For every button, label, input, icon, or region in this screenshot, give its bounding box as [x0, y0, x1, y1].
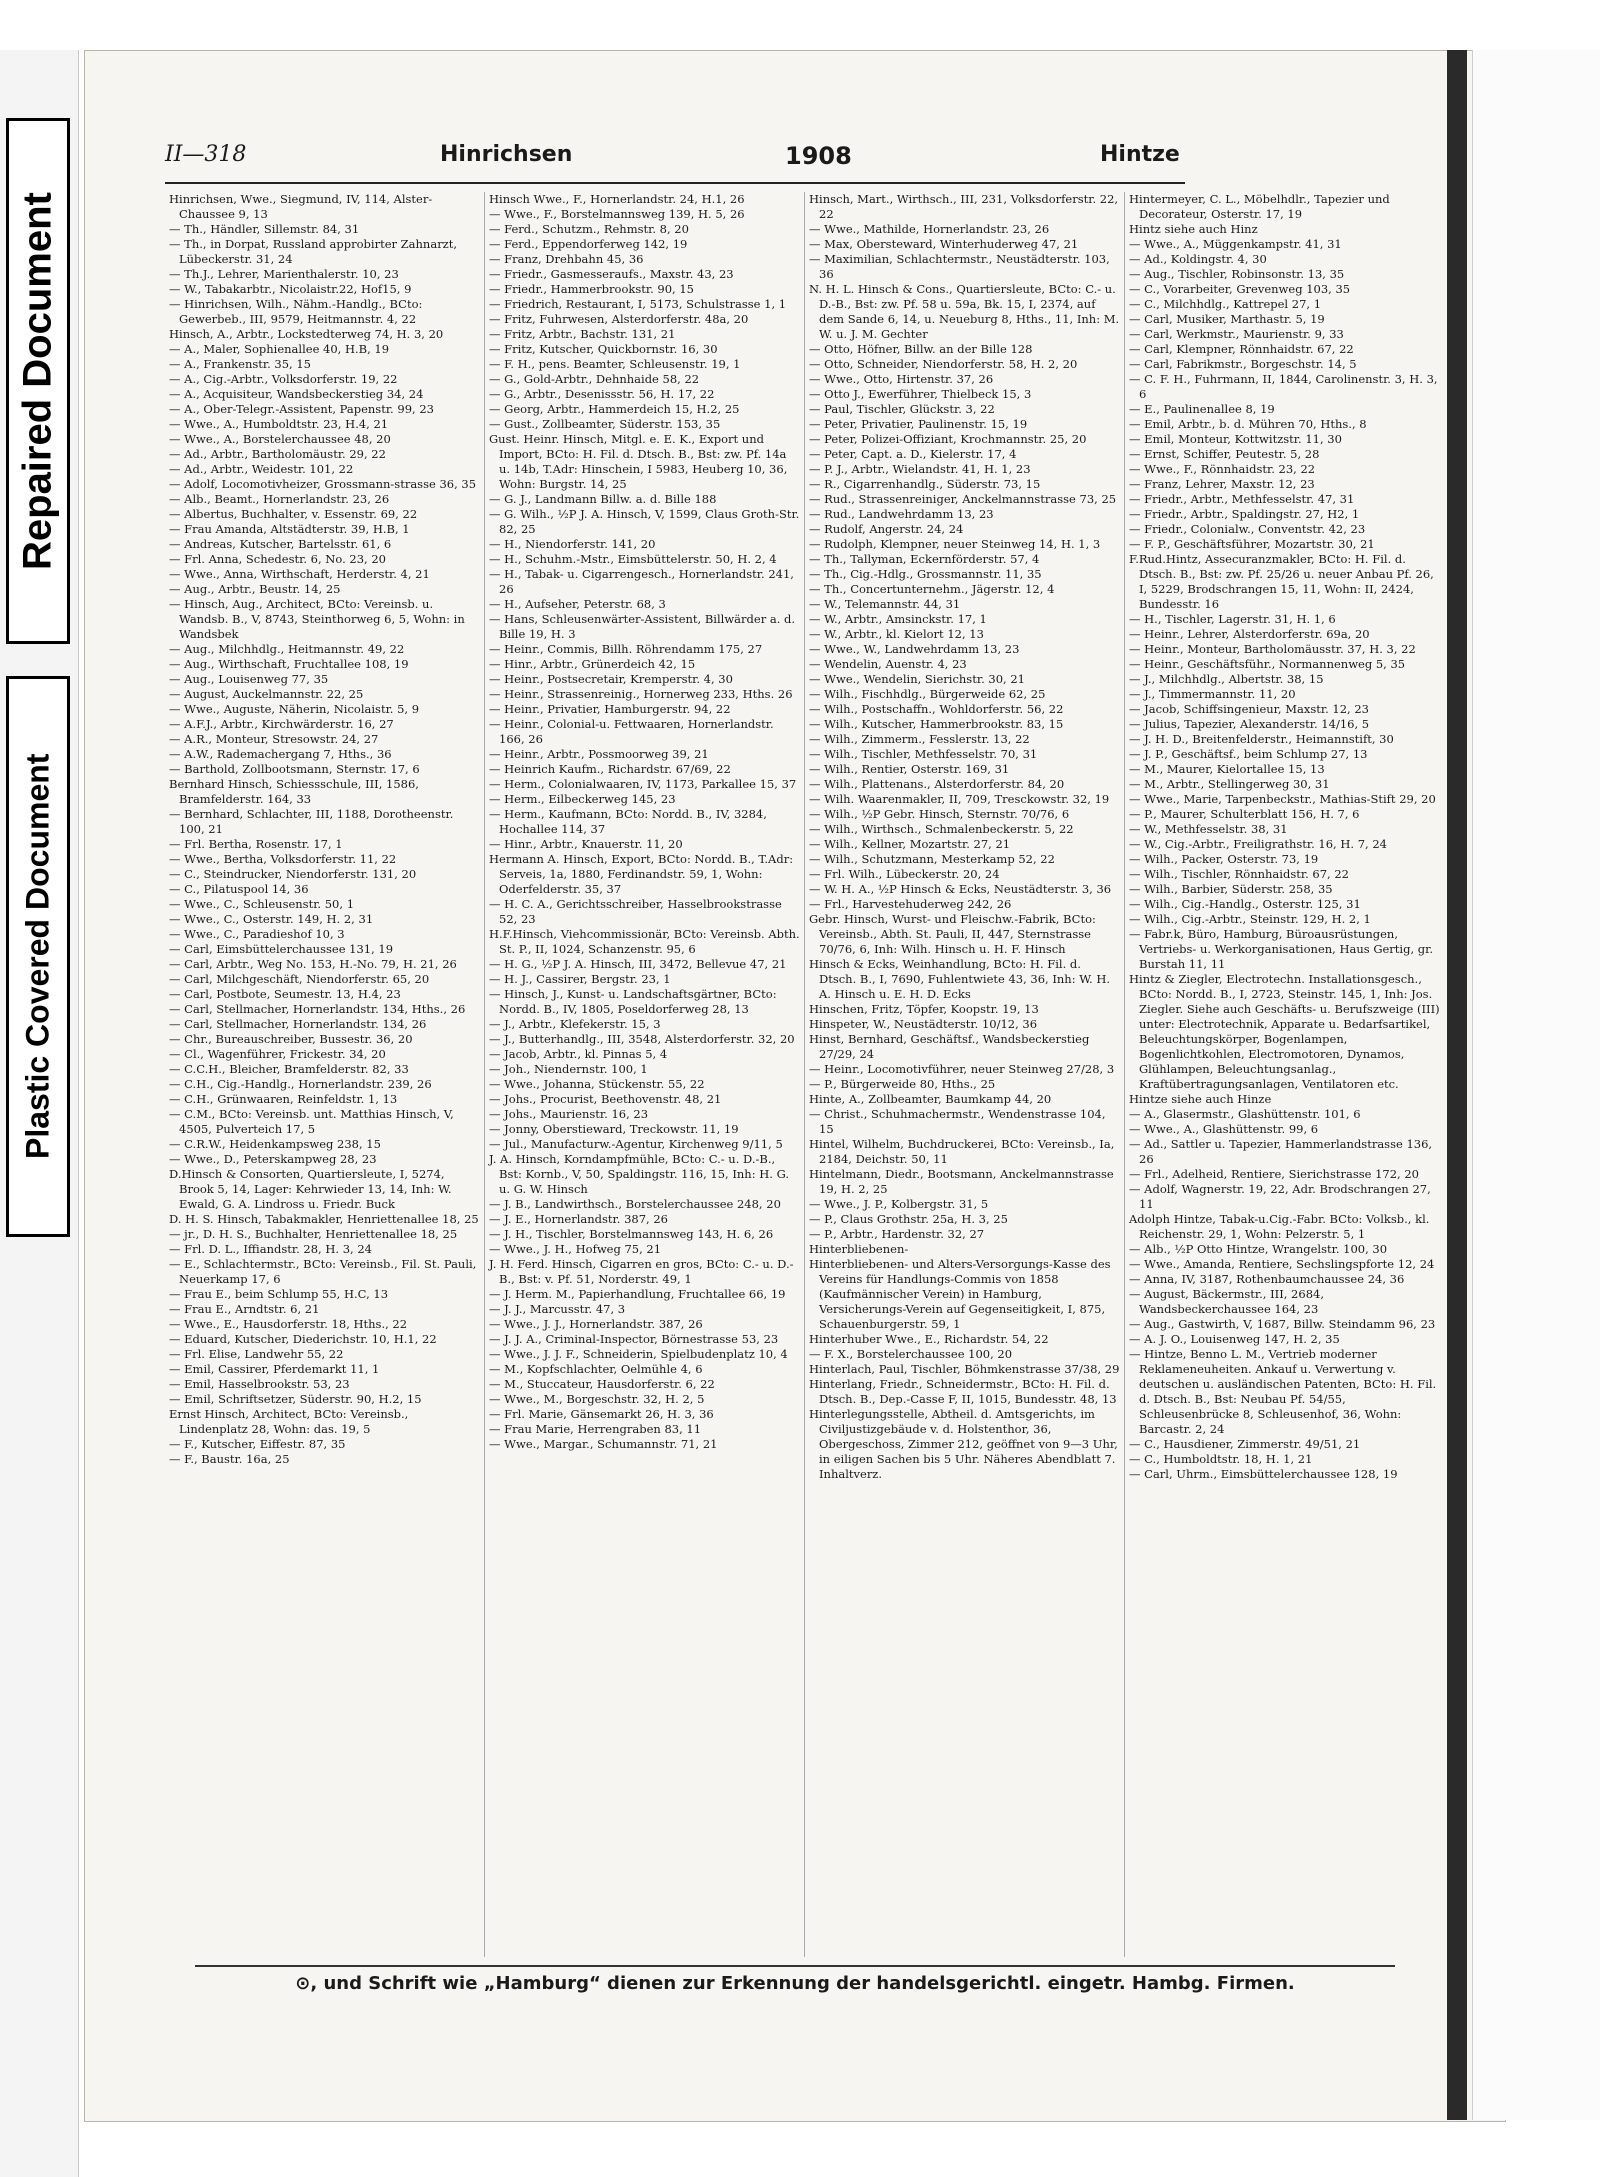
directory-entry: — Wwe., F., Rönnhaidstr. 23, 22 — [1129, 462, 1316, 476]
directory-entry: — Paul, Tischler, Glückstr. 3, 22 — [809, 402, 995, 416]
directory-entry: — Ad., Arbtr., Weidestr. 101, 22 — [169, 462, 354, 476]
directory-entry: — Wwe., A., Humboldtstr. 23, H.4, 21 — [169, 417, 389, 431]
directory-entry: — Frl. Marie, Gänsemarkt 26, H. 3, 36 — [489, 1407, 714, 1421]
directory-entry: — Frl., Adelheid, Rentiere, Sierichstrasse 172, 20 — [1129, 1167, 1419, 1181]
directory-entry: — Wilh., Barbier, Süderstr. 258, 35 — [1129, 882, 1333, 896]
repaired-document-label: Repaired Document — [6, 118, 70, 644]
directory-entry: — F., Baustr. 16a, 25 — [169, 1452, 290, 1466]
directory-entry: — Wwe., Amanda, Rentiere, Sechslingspforte 12, 24 — [1129, 1257, 1435, 1271]
directory-entry: F.Rud.Hintz, Assecuranzmakler, BCto: H. Fil. d. Dtsch. B., Bst: zw. Pf. 25/26 u. neuer Anbau Pf. 26, I, 5229, Brodschrangen 15, 11, Wohn: II, 2424, Bundesstr. 16 — [1129, 552, 1434, 611]
directory-entry: D.Hinsch & Consorten, Quartiersleute, I, 5274, Brook 5, 14, Lager: Kehrwieder 13, 14, Inh: W. Ewald, G. A. Lindross u. Friedr. Buck — [169, 1167, 452, 1211]
directory-entry: — Fritz, Kutscher, Quickbornstr. 16, 30 — [489, 342, 718, 356]
directory-entry: — W., Methfesselstr. 38, 31 — [1129, 822, 1288, 836]
directory-entry: — Th., Cig.-Hdlg., Grossmannstr. 11, 35 — [809, 567, 1042, 581]
directory-entry: Hintelmann, Diedr., Bootsmann, Anckelmannstrasse 19, H. 2, 25 — [809, 1167, 1114, 1196]
directory-entry: — Wwe., J. H., Hofweg 75, 21 — [489, 1242, 662, 1256]
directory-entry: — Hans, Schleusenwärter-Assistent, Billwärder a. d. Bille 19, H. 3 — [489, 612, 796, 641]
directory-entry: — Heinr., Colonial-u. Fettwaaren, Hornerlandstr. 166, 26 — [489, 717, 774, 746]
directory-entry: — Alb., ½P Otto Hintze, Wrangelstr. 100, 30 — [1129, 1242, 1388, 1256]
directory-entry: — F. H., pens. Beamter, Schleusenstr. 19, 1 — [489, 357, 741, 371]
directory-entry: — Emil, Cassirer, Pferdemarkt 11, 1 — [169, 1362, 380, 1376]
directory-entry: J. H. Ferd. Hinsch, Cigarren en gros, BCto: C.- u. D.-B., Bst: v. Pf. 51, Norderstr. 49, 1 — [489, 1257, 794, 1286]
directory-entry: — Franz, Drehbahn 45, 36 — [489, 252, 644, 266]
directory-entry: — jr., D. H. S., Buchhalter, Henriettenallee 18, 25 — [169, 1227, 458, 1241]
directory-entry: — Herm., Colonialwaaren, IV, 1173, Parkallee 15, 37 — [489, 777, 797, 791]
directory-entry: — Wwe., D., Peterskampweg 28, 23 — [169, 1152, 377, 1166]
directory-entry: — C.C.H., Bleicher, Bramfelderstr. 82, 33 — [169, 1062, 409, 1076]
directory-entry: — Heinr., Monteur, Bartholomäusstr. 37, H. 3, 22 — [1129, 642, 1416, 656]
directory-entry: — Christ., Schuhmachermstr., Wendenstrasse 104, 15 — [809, 1107, 1106, 1136]
directory-entry: — Barthold, Zollbootsmann, Sternstr. 17, 6 — [169, 762, 420, 776]
directory-entry: — G., Gold-Arbtr., Dehnhaide 58, 22 — [489, 372, 700, 386]
directory-entry: — Hinsch, J., Kunst- u. Landschaftsgärtner, BCto: Nordd. B., IV, 1805, Poseldorferweg 28, 13 — [489, 987, 777, 1016]
directory-entry: — M., Stuccateur, Hausdorferstr. 6, 22 — [489, 1377, 715, 1391]
directory-entry: — C.M., BCto: Vereinsb. unt. Matthias Hinsch, V, 4505, Pulverteich 17, 5 — [169, 1107, 454, 1136]
directory-entry: — Wwe., C., Osterstr. 149, H. 2, 31 — [169, 912, 374, 926]
directory-entry: — Carl, Stellmacher, Hornerlandstr. 134, Hths., 26 — [169, 1002, 466, 1016]
directory-entry: — J. P., Geschäftsf., beim Schlump 27, 13 — [1129, 747, 1368, 761]
directory-entry: D. H. S. Hinsch, Tabakmakler, Henriettenallee 18, 25 — [169, 1212, 479, 1226]
directory-entry: Hinschen, Fritz, Töpfer, Koopstr. 19, 13 — [809, 1002, 1039, 1016]
directory-entry: — C.H., Grünwaaren, Reinfeldstr. 1, 13 — [169, 1092, 398, 1106]
directory-entry: — Wendelin, Auenstr. 4, 23 — [809, 657, 967, 671]
directory-entry: — Otto, Schneider, Niendorferstr. 58, H. 2, 20 — [809, 357, 1078, 371]
directory-entry: — Jonny, Oberstieward, Treckowstr. 11, 19 — [489, 1122, 739, 1136]
directory-entry: — H. G., ½P J. A. Hinsch, III, 3472, Bellevue 47, 21 — [489, 957, 787, 971]
directory-entry: — Hintze, Benno L. M., Vertrieb moderner Reklameneuheiten. Ankauf u. Verwertung v. deutschen u. ausländischen Patenten, BCto: H. Fil. d. Dtsch. B., Bst: Neubau Pf. 54/55, Schleusenbrücke 8, Schleusenhof, 36, Wohn: Barcastr. 2, 24 — [1129, 1347, 1437, 1436]
directory-entry: — Aug., Wirthschaft, Fruchtallee 108, 19 — [169, 657, 409, 671]
directory-entry: — Wwe., C., Paradieshof 10, 3 — [169, 927, 345, 941]
directory-entry: Ernst Hinsch, Architect, BCto: Vereinsb., Lindenplatz 28, Wohn: das. 19, 5 — [169, 1407, 409, 1436]
directory-entry: — Friedr., Colonialw., Conventstr. 42, 23 — [1129, 522, 1366, 536]
directory-entry: — J. H., Tischler, Borstelmannsweg 143, H. 6, 26 — [489, 1227, 774, 1241]
header-rule — [165, 182, 1185, 184]
directory-entry: — Jacob, Arbtr., kl. Pinnas 5, 4 — [489, 1047, 668, 1061]
directory-entry: — J. H. D., Breitenfelderstr., Heimannstift, 30 — [1129, 732, 1394, 746]
directory-entry: Hintz & Ziegler, Electrotechn. Installationsgesch., BCto: Nordd. B., I, 2723, Steinstr. 145, 1, Inh: Jos. Ziegler. Siehe auch Geschäfts- u. Berufszweige (III) unter: Electrotechnik, Apparate u. Bedarfsartikel, Beleuchtungskörper, Bogenlampen, Bogenlichtkohlen, Electromotoren, Dynamos, Glühlampen, Beleuchtungsanlag., Kraftübertragungsanlagen, Ventilatoren etc. — [1129, 972, 1440, 1091]
directory-entry: Hintermeyer, C. L., Möbelhdlr., Tapezier und Decorateur, Osterstr. 17, 19 — [1129, 192, 1390, 221]
directory-entry: — J., Butterhandlg., III, 3548, Alsterdorferstr. 32, 20 — [489, 1032, 795, 1046]
directory-entry: — Wwe., A., Müggenkampstr. 41, 31 — [1129, 237, 1342, 251]
directory-entry: — Carl, Fabrikmstr., Borgeschstr. 14, 5 — [1129, 357, 1357, 371]
directory-entry: — Chr., Bureauschreiber, Bussestr. 36, 20 — [169, 1032, 413, 1046]
directory-entry: — C.H., Cig.-Handlg., Hornerlandstr. 239, 26 — [169, 1077, 432, 1091]
directory-entry: — Wilh., ½P Gebr. Hinsch, Sternstr. 70/76, 6 — [809, 807, 1070, 821]
directory-entry: — A., Maler, Sophienallee 40, H.B, 19 — [169, 342, 390, 356]
directory-entry: — Heinrich Kaufm., Richardstr. 67/69, 22 — [489, 762, 731, 776]
directory-entry: — H. C. A., Gerichtsschreiber, Hasselbrookstrasse 52, 23 — [489, 897, 782, 926]
directory-entry: — E., Schlachtermstr., BCto: Vereinsb., Fil. St. Pauli, Neuerkamp 17, 6 — [169, 1257, 477, 1286]
directory-entry: — C., Pilatuspool 14, 36 — [169, 882, 309, 896]
header-first-entry: Hinrichsen — [440, 142, 573, 167]
directory-entry: — Frl. Bertha, Rosenstr. 17, 1 — [169, 837, 343, 851]
directory-entry: — Wilh., Schutzmann, Mesterkamp 52, 22 — [809, 852, 1055, 866]
directory-entry: — A., Glasermstr., Glashüttenstr. 101, 6 — [1129, 1107, 1361, 1121]
directory-entry: — Ferd., Eppendorferweg 142, 19 — [489, 237, 688, 251]
directory-entry: — G. J., Landmann Billw. a. d. Bille 188 — [489, 492, 717, 506]
directory-entry: — J. J. A., Criminal-Inspector, Börnestrasse 53, 23 — [489, 1332, 779, 1346]
directory-entry: — H. J., Cassirer, Bergstr. 23, 1 — [489, 972, 671, 986]
directory-entry: — H., Schuhm.-Mstr., Eimsbüttelerstr. 50, H. 2, 4 — [489, 552, 777, 566]
directory-entry: J. A. Hinsch, Korndampfmühle, BCto: C.- u. D.-B., Bst: Kornb., V, 50, Spaldingstr. 116, 15, Inh: H. G. u. G. W. Hinsch — [489, 1152, 790, 1196]
directory-entry: — Herm., Kaufmann, BCto: Nordd. B., IV, 3284, Hochallee 114, 37 — [489, 807, 767, 836]
directory-entry: — C., Humboldtstr. 18, H. 1, 21 — [1129, 1452, 1313, 1466]
directory-entry: — Wilh., Fischhdlg., Bürgerweide 62, 25 — [809, 687, 1046, 701]
directory-entry: — Wwe., J. J. F., Schneiderin, Spielbudenplatz 10, 4 — [489, 1347, 788, 1361]
directory-entry: — Wilh., Cig.-Handlg., Osterstr. 125, 31 — [1129, 897, 1361, 911]
directory-entry: Hinsch, Mart., Wirthsch., III, 231, Volksdorferstr. 22, 22 — [809, 192, 1119, 221]
directory-entry: — H., Tischler, Lagerstr. 31, H. 1, 6 — [1129, 612, 1336, 626]
directory-entry: — C., Vorarbeiter, Grevenweg 103, 35 — [1129, 282, 1351, 296]
directory-entry: — Carl, Arbtr., Weg No. 153, H.-No. 79, H. 21, 26 — [169, 957, 457, 971]
header-year: 1908 — [785, 142, 852, 170]
directory-entry: — Wwe., A., Borstelerchaussee 48, 20 — [169, 432, 391, 446]
directory-entry: — Frl. D. L., Iffiandstr. 28, H. 3, 24 — [169, 1242, 372, 1256]
directory-entry: — Aug., Tischler, Robinsonstr. 13, 35 — [1129, 267, 1345, 281]
directory-entry: — Albertus, Buchhalter, v. Essenstr. 69, 22 — [169, 507, 418, 521]
directory-entry: — Emil, Arbtr., b. d. Mühren 70, Hths., 8 — [1129, 417, 1367, 431]
directory-entry: — Carl, Eimsbüttelerchaussee 131, 19 — [169, 942, 394, 956]
directory-entry: — Th.J., Lehrer, Marienthalerstr. 10, 23 — [169, 267, 399, 281]
directory-entry: Hintel, Wilhelm, Buchdruckerei, BCto: Vereinsb., Ia, 2184, Deichstr. 50, 11 — [809, 1137, 1115, 1166]
directory-entry: — Fabr.k, Büro, Hamburg, Büroausrüstungen, Vertriebs- u. Werkorganisationen, Haus Gertig, gr. Burstah 11, 11 — [1129, 927, 1434, 971]
directory-entry: — A.R., Monteur, Stresowstr. 24, 27 — [169, 732, 379, 746]
directory-entry: — M., Kopfschlachter, Oelmühle 4, 6 — [489, 1362, 703, 1376]
directory-entry: — Carl, Musiker, Marthastr. 5, 19 — [1129, 312, 1325, 326]
directory-entry: — Julius, Tapezier, Alexanderstr. 14/16, 5 — [1129, 717, 1370, 731]
directory-entry: — F. P., Geschäftsführer, Mozartstr. 30, 21 — [1129, 537, 1375, 551]
directory-entry: — Carl, Werkmstr., Maurienstr. 9, 33 — [1129, 327, 1344, 341]
directory-entry: Adolph Hintze, Tabak-u.Cig.-Fabr. BCto: Volksb., kl. Reichenstr. 29, 1, Wohn: Pelzerstr. 5, 1 — [1129, 1212, 1430, 1241]
directory-entry: — Aug., Gastwirth, V, 1687, Billw. Steindamm 96, 23 — [1129, 1317, 1436, 1331]
directory-entry: — Frau E., beim Schlump 55, H.C, 13 — [169, 1287, 389, 1301]
directory-entry: — J., Arbtr., Klefekerstr. 15, 3 — [489, 1017, 661, 1031]
directory-entry: — Joh., Niendernstr. 100, 1 — [489, 1062, 648, 1076]
directory-entry: — Wwe., Bertha, Volksdorferstr. 11, 22 — [169, 852, 397, 866]
directory-entry: — Friedr., Arbtr., Spaldingstr. 27, H2, 1 — [1129, 507, 1360, 521]
directory-entry: — Friedr., Arbtr., Methfesselstr. 47, 31 — [1129, 492, 1355, 506]
column-3 — [805, 192, 1125, 1957]
directory-entry: Hinte, A., Zollbeamter, Baumkamp 44, 20 — [809, 1092, 1052, 1106]
directory-entry: — Friedr., Hammerbrookstr. 90, 15 — [489, 282, 694, 296]
directory-entry: — August, Auckelmannstr. 22, 25 — [169, 687, 364, 701]
directory-entry: — Frau Amanda, Altstädterstr. 39, H.B, 1 — [169, 522, 410, 536]
directory-entry: — Friedr., Gasmesseraufs., Maxstr. 43, 23 — [489, 267, 734, 281]
directory-entry: — Carl, Stellmacher, Hornerlandstr. 134, 26 — [169, 1017, 427, 1031]
directory-entry: — Wilh. Waarenmakler, II, 709, Tresckowstr. 32, 19 — [809, 792, 1110, 806]
directory-entry: — G., Arbtr., Desenissstr. 56, H. 17, 22 — [489, 387, 715, 401]
directory-entry: — A.W., Rademachergang 7, Hths., 36 — [169, 747, 392, 761]
directory-entry: Hinterlang, Friedr., Schneidermstr., BCto: H. Fil. d. Dtsch. B., Dep.-Casse F, II, 1015, Bundesstr. 48, 13 — [809, 1377, 1117, 1406]
directory-entry: — Max, Obersteward, Winterhuderweg 47, 21 — [809, 237, 1079, 251]
directory-entry: — Wwe., E., Hausdorferstr. 18, Hths., 22 — [169, 1317, 408, 1331]
directory-entry: — C., Steindrucker, Niendorferstr. 131, 20 — [169, 867, 417, 881]
directory-entry: — Hinr., Arbtr., Knauerstr. 11, 20 — [489, 837, 683, 851]
directory-entry: — C.R.W., Heidenkampsweg 238, 15 — [169, 1137, 381, 1151]
directory-entry: — Hinr., Arbtr., Grünerdeich 42, 15 — [489, 657, 696, 671]
directory-entry: — Eduard, Kutscher, Diederichstr. 10, H.1, 22 — [169, 1332, 437, 1346]
directory-entry: — C., Milchhdlg., Kattrepel 27, 1 — [1129, 297, 1322, 311]
directory-entry: — P., Claus Grothstr. 25a, H. 3, 25 — [809, 1212, 1008, 1226]
directory-entry: — Wilh., Packer, Osterstr. 73, 19 — [1129, 852, 1319, 866]
directory-entry: — A., Cig.-Arbtr., Volksdorferstr. 19, 22 — [169, 372, 398, 386]
directory-entry: — Carl, Uhrm., Eimsbüttelerchaussee 128, 19 — [1129, 1467, 1398, 1481]
directory-entry: — Emil, Hasselbrookstr. 53, 23 — [169, 1377, 350, 1391]
directory-entry: — Heinr., Postsecretair, Kremperstr. 4, 30 — [489, 672, 733, 686]
directory-entry: Hinst, Bernhard, Geschäftsf., Wandsbeckerstieg 27/29, 24 — [809, 1032, 1090, 1061]
directory-entry: — Ad., Koldingstr. 4, 30 — [1129, 252, 1267, 266]
directory-entry: — Aug., Milchhdlg., Heitmannstr. 49, 22 — [169, 642, 405, 656]
directory-entry: — Carl, Postbote, Seumestr. 13, H.4, 23 — [169, 987, 401, 1001]
directory-entry: — W., Telemannstr. 44, 31 — [809, 597, 961, 611]
directory-entry: — Emil, Schriftsetzer, Süderstr. 90, H.2, 15 — [169, 1392, 422, 1406]
directory-entry: — M., Arbtr., Stellingerweg 30, 31 — [1129, 777, 1330, 791]
directory-entry: — H., Aufseher, Peterstr. 68, 3 — [489, 597, 666, 611]
directory-entry: — Frl. Wilh., Lübeckerstr. 20, 24 — [809, 867, 1000, 881]
directory-entry: — Alb., Beamt., Hornerlandstr. 23, 26 — [169, 492, 390, 506]
directory-entry: — Wilh., Tischler, Methfesselstr. 70, 31 — [809, 747, 1038, 761]
directory-entry: — J. J., Marcusstr. 47, 3 — [489, 1302, 626, 1316]
directory-entry: — Rud., Landwehrdamm 13, 23 — [809, 507, 994, 521]
directory-entry: — Th., Tallyman, Eckernförderstr. 57, 4 — [809, 552, 1040, 566]
directory-entry: — Fritz, Arbtr., Bachstr. 131, 21 — [489, 327, 676, 341]
header-last-entry: Hintze — [1100, 142, 1180, 167]
directory-entry: — A. J. O., Louisenweg 147, H. 2, 35 — [1129, 1332, 1340, 1346]
directory-entry: — Wwe., Johanna, Stückenstr. 55, 22 — [489, 1077, 705, 1091]
plastic-covered-label: Plastic Covered Document — [6, 676, 70, 1237]
directory-entry: — Wwe., Anna, Wirthschaft, Herderstr. 4, 21 — [169, 567, 430, 581]
directory-entry: — Gust., Zollbeamter, Süderstr. 153, 35 — [489, 417, 721, 431]
directory-entry: — Andreas, Kutscher, Bartelsstr. 61, 6 — [169, 537, 392, 551]
directory-entry: — W., Arbtr., Amsinckstr. 17, 1 — [809, 612, 987, 626]
directory-entry: — Franz, Lehrer, Maxstr. 12, 23 — [1129, 477, 1315, 491]
directory-entry: — A., Frankenstr. 35, 15 — [169, 357, 311, 371]
directory-entry: — C. F. H., Fuhrmann, II, 1844, Carolinenstr. 3, H. 3, 6 — [1129, 372, 1438, 401]
directory-entry: — W., Arbtr., kl. Kielort 12, 13 — [809, 627, 984, 641]
directory-entry: Hinterbliebenen- — [809, 1242, 909, 1256]
directory-entry: — Wwe., Mathilde, Hornerlandstr. 23, 26 — [809, 222, 1050, 236]
directory-entry: — Jacob, Schiffsingenieur, Maxstr. 12, 23 — [1129, 702, 1369, 716]
directory-entry: — Friedrich, Restaurant, I, 5173, Schulstrasse 1, 1 — [489, 297, 787, 311]
directory-entry: — Otto J., Ewerführer, Thielbeck 15, 3 — [809, 387, 1032, 401]
directory-entry: — Th., Händler, Sillemstr. 84, 31 — [169, 222, 360, 236]
directory-entry: — Carl, Milchgeschäft, Niendorferstr. 65, 20 — [169, 972, 430, 986]
directory-entry: — W., Tabakarbtr., Nicolaistr.22, Hof15, 9 — [169, 282, 412, 296]
directory-entry: — Aug., Louisenweg 77, 35 — [169, 672, 329, 686]
directory-entry: — Ad., Sattler u. Tapezier, Hammerlandstrasse 136, 26 — [1129, 1137, 1433, 1166]
directory-entry: — Aug., Arbtr., Beustr. 14, 25 — [169, 582, 341, 596]
directory-entry: — Jul., Manufacturw.-Agentur, Kirchenweg 9/11, 5 — [489, 1137, 783, 1151]
directory-entry: — Th., in Dorpat, Russland approbirter Zahnarzt, Lübeckerstr. 31, 24 — [169, 237, 458, 266]
directory-entry: — M., Maurer, Kielortallee 15, 13 — [1129, 762, 1325, 776]
directory-entry: — J., Milchhdlg., Albertstr. 38, 15 — [1129, 672, 1324, 686]
directory-entry: Bernhard Hinsch, Schiessschule, III, 1586, Bramfelderstr. 164, 33 — [169, 777, 419, 806]
directory-entry: Hinspeter, W., Neustädterstr. 10/12, 36 — [809, 1017, 1038, 1031]
directory-entry: Hinterlegungsstelle, Abtheil. d. Amtsgerichts, im Civiljustizgebäude v. d. Holstenthor, 36, Obergeschoss, Zimmer 212, geöffnet von 9—3 Uhr, in eiligen Sachen bis 5 Uhr. Näheres Abendblatt 7. Inhaltverz. — [809, 1407, 1118, 1481]
directory-entry: — A., Acquisiteur, Wandsbeckerstieg 34, 24 — [169, 387, 424, 401]
directory-entry: — F. X., Borstelerchaussee 100, 20 — [809, 1347, 1013, 1361]
directory-entry: Hintze siehe auch Hinze — [1129, 1092, 1272, 1106]
directory-entry: Hinsch & Ecks, Weinhandlung, BCto: H. Fil. d. Dtsch. B., I, 7690, Fuhlentwiete 43, 36, Inh: W. H. A. Hinsch u. E. H. D. Ecks — [809, 957, 1111, 1001]
directory-entry: Hinterbliebenen- und Alters-Versorgungs-Kasse des Vereins für Handlungs-Commis von 1858 (Kaufmännischer Verein) in Hamburg, Versicherungs-Verein auf Gegenseitigkeit, I, 875, Schauenburgerstr. 59, 1 — [809, 1257, 1111, 1331]
directory-entry: — Wwe., J. P., Kolbergstr. 31, 5 — [809, 1197, 989, 1211]
directory-entry: — Ferd., Schutzm., Rehmstr. 8, 20 — [489, 222, 689, 236]
directory-entry: — Ernst, Schiffer, Peutestr. 5, 28 — [1129, 447, 1320, 461]
directory-entry: — H., Niendorferstr. 141, 20 — [489, 537, 656, 551]
page-header — [165, 142, 1185, 178]
directory-entry: — Peter, Privatier, Paulinenstr. 15, 19 — [809, 417, 1028, 431]
directory-entry: — Wwe., A., Glashüttenstr. 99, 6 — [1129, 1122, 1319, 1136]
directory-entry: — Wwe., M., Borgeschstr. 32, H. 2, 5 — [489, 1392, 705, 1406]
directory-entry: — Rud., Strassenreiniger, Anckelmannstrasse 73, 25 — [809, 492, 1117, 506]
directory-entry: — G. Wilh., ½P J. A. Hinsch, V, 1599, Claus Groth-Str. 82, 25 — [489, 507, 800, 536]
directory-entry: Hermann A. Hinsch, Export, BCto: Nordd. B., T.Adr: Serveis, 1a, 1880, Ferdinandstr. 59, 1, Wohn: Oderfelderstr. 35, 37 — [489, 852, 794, 896]
page-number: II—318 — [165, 142, 247, 167]
directory-entry: — Peter, Capt. a. D., Kielerstr. 17, 4 — [809, 447, 1017, 461]
directory-entry: — Wwe., Auguste, Näherin, Nicolaistr. 5, 9 — [169, 702, 420, 716]
directory-entry: Hinrichsen, Wwe., Siegmund, IV, 114, Alster-Chaussee 9, 13 — [169, 192, 433, 221]
directory-entry: — Wilh., Kellner, Mozartstr. 27, 21 — [809, 837, 1011, 851]
directory-entry: Hinsch Wwe., F., Hornerlandstr. 24, H.1, 26 — [489, 192, 745, 206]
directory-entry: — P., Arbtr., Hardenstr. 32, 27 — [809, 1227, 985, 1241]
directory-entry: Gebr. Hinsch, Wurst- und Fleischw.-Fabrik, BCto: Vereinsb., Abth. St. Pauli, II, 447, Sternstrasse 70/76, 6, Inh: Wilh. Hinsch u. H. F. Hinsch — [809, 912, 1096, 956]
directory-entry: — Wilh., Kutscher, Hammerbrookstr. 83, 15 — [809, 717, 1064, 731]
directory-entry: — W. H. A., ½P Hinsch & Ecks, Neustädterstr. 3, 36 — [809, 882, 1112, 896]
directory-entry: — Heinr., Strassenreinig., Hornerweg 233, Hths. 26 — [489, 687, 793, 701]
directory-entry: — Heinr., Locomotivführer, neuer Steinweg 27/28, 3 — [809, 1062, 1115, 1076]
directory-entry: — Emil, Monteur, Kottwitzstr. 11, 30 — [1129, 432, 1342, 446]
directory-entry: — Hinrichsen, Wilh., Nähm.-Handlg., BCto: Gewerbeb., III, 9579, Heitmannstr. 4, 22 — [169, 297, 423, 326]
directory-entry: — Maximilian, Schlachtermstr., Neustädterstr. 103, 36 — [809, 252, 1110, 281]
directory-entry: Hinterhuber Wwe., E., Richardstr. 54, 22 — [809, 1332, 1049, 1346]
directory-entry: — W., Cig.-Arbtr., Freiligrathstr. 16, H. 7, 24 — [1129, 837, 1387, 851]
directory-entry: — Herm., Eilbeckerweg 145, 23 — [489, 792, 676, 806]
directory-entry: — Wilh., Rentier, Osterstr. 169, 31 — [809, 762, 1010, 776]
directory-entry: — R., Cigarrenhandlg., Süderstr. 73, 15 — [809, 477, 1041, 491]
directory-entry: — Wilh., Wirthsch., Schmalenbeckerstr. 5, 22 — [809, 822, 1074, 836]
directory-entry: — P. J., Arbtr., Wielandstr. 41, H. 1, 23 — [809, 462, 1031, 476]
column-2 — [485, 192, 805, 1957]
directory-entry: — C., Hausdiener, Zimmerstr. 49/51, 21 — [1129, 1437, 1361, 1451]
directory-entry: — J. Herm. M., Papierhandlung, Fruchtallee 66, 19 — [489, 1287, 786, 1301]
directory-entry: — Wilh., Zimmerm., Fesslerstr. 13, 22 — [809, 732, 1030, 746]
directory-entry: — Adolf, Locomotivheizer, Grossmann-strasse 36, 35 — [169, 477, 477, 491]
directory-entry: — Fritz, Fuhrwesen, Alsterdorferstr. 48a, 20 — [489, 312, 749, 326]
page-binding — [1447, 50, 1467, 2120]
directory-entry: — Heinr., Commis, Billh. Röhrendamm 175, 27 — [489, 642, 763, 656]
directory-entry: — H., Tabak- u. Cigarrengesch., Hornerlandstr. 241, 26 — [489, 567, 794, 596]
directory-entry: — Carl, Klempner, Rönnhaidstr. 67, 22 — [1129, 342, 1354, 356]
directory-entry: — Frau E., Arndtstr. 6, 21 — [169, 1302, 320, 1316]
directory-entry: — Georg, Arbtr., Hammerdeich 15, H.2, 25 — [489, 402, 740, 416]
adjacent-page-edge — [1472, 50, 1600, 2120]
directory-entry: — Th., Concertunternehm., Jägerstr. 12, 4 — [809, 582, 1055, 596]
directory-entry: — A., Ober-Telegr.-Assistent, Papenstr. 99, 23 — [169, 402, 434, 416]
directory-entry: — Wwe., Otto, Hirtenstr. 37, 26 — [809, 372, 994, 386]
directory-entry: — Otto, Höfner, Billw. an der Bille 128 — [809, 342, 1033, 356]
directory-entry: N. H. L. Hinsch & Cons., Quartiersleute, BCto: C.- u. D.-B., Bst: zw. Pf. 58 u. 59a, Bk. 15, I, 2374, auf dem Sande 6, 14, u. Neueburg 8, Hths., 11, Inh: M. W. u. J. M. Gechter — [809, 282, 1120, 341]
column-1 — [165, 192, 485, 1957]
directory-entry: — Wwe., F., Borstelmannsweg 139, H. 5, 26 — [489, 207, 745, 221]
directory-entry: — Rudolph, Klempner, neuer Steinweg 14, H. 1, 3 — [809, 537, 1101, 551]
directory-entry: — Ad., Arbtr., Bartholomäustr. 29, 22 — [169, 447, 386, 461]
directory-entry: — A.F.J., Arbtr., Kirchwärderstr. 16, 27 — [169, 717, 394, 731]
column-4 — [1125, 192, 1445, 1957]
directory-entry: — August, Bäckermstr., III, 2684, Wandsbeckerchaussee 164, 23 — [1129, 1287, 1324, 1316]
directory-entry: — Wwe., Marie, Tarpenbeckstr., Mathias-Stift 29, 20 — [1129, 792, 1436, 806]
directory-entry: — Wilh., Cig.-Arbtr., Steinstr. 129, H. 2, 1 — [1129, 912, 1371, 926]
directory-entry: — Heinr., Arbtr., Possmoorweg 39, 21 — [489, 747, 709, 761]
directory-entry: — Bernhard, Schlachter, III, 1188, Dorotheenstr. 100, 21 — [169, 807, 454, 836]
directory-entry: H.F.Hinsch, Viehcommissionär, BCto: Vereinsb. Abth. St. P., II, 1024, Schanzenstr. 95, 6 — [489, 927, 800, 956]
directory-entry: — Heinr., Geschäftsführ., Normannenweg 5, 35 — [1129, 657, 1406, 671]
directory-entry: — Frau Marie, Herrengraben 83, 11 — [489, 1422, 702, 1436]
directory-entry: — Frl. Elise, Landwehr 55, 22 — [169, 1347, 344, 1361]
directory-entry: — Johs., Maurienstr. 16, 23 — [489, 1107, 649, 1121]
directory-entry: — J., Timmermannstr. 11, 20 — [1129, 687, 1296, 701]
directory-entry: — Wwe., Margar., Schumannstr. 71, 21 — [489, 1437, 718, 1451]
page-footer-note: ⊙, und Schrift wie „Hamburg“ dienen zur Erkennung der handelsgerichtl. eingetr. Hambg. Firmen. — [195, 1965, 1395, 2003]
directory-entry: — Wilh., Plattenans., Alsterdorferstr. 84, 20 — [809, 777, 1065, 791]
directory-entry: — E., Paulinenallee 8, 19 — [1129, 402, 1275, 416]
directory-entry: Hinterlach, Paul, Tischler, Böhmkenstrasse 37/38, 29 — [809, 1362, 1120, 1376]
directory-entry: — Peter, Polizei-Offiziant, Krochmannstr. 25, 20 — [809, 432, 1087, 446]
directory-entry: — J. E., Hornerlandstr. 387, 26 — [489, 1212, 668, 1226]
directory-entry: — Wwe., Wendelin, Sierichstr. 30, 21 — [809, 672, 1025, 686]
directory-entry: — Wwe., W., Landwehrdamm 13, 23 — [809, 642, 1020, 656]
directory-entry: — Hinsch, Aug., Architect, BCto: Vereinsb. u. Wandsb. B., V, 8743, Steinthorweg 6, 5, Wohn: in Wandsbek — [169, 597, 465, 641]
directory-entry: — Heinr., Privatier, Hamburgerstr. 94, 22 — [489, 702, 731, 716]
directory-entry: — Johs., Procurist, Beethovenstr. 48, 21 — [489, 1092, 722, 1106]
directory-entry: — Frl. Anna, Schedestr. 6, No. 23, 20 — [169, 552, 386, 566]
directory-entry: — Rudolf, Angerstr. 24, 24 — [809, 522, 964, 536]
directory-entry: — P., Bürgerweide 80, Hths., 25 — [809, 1077, 996, 1091]
directory-entry: Hinsch, A., Arbtr., Lockstedterweg 74, H. 3, 20 — [169, 327, 444, 341]
directory-entry: — P., Maurer, Schulterblatt 156, H. 7, 6 — [1129, 807, 1360, 821]
directory-entry: Hintz siehe auch Hinz — [1129, 222, 1258, 236]
directory-entry: — Cl., Wagenführer, Frickestr. 34, 20 — [169, 1047, 386, 1061]
directory-entry: — Anna, IV, 3187, Rothenbaumchaussee 24, 36 — [1129, 1272, 1405, 1286]
directory-columns — [165, 192, 1445, 1957]
directory-entry: — Wwe., C., Schleusenstr. 50, 1 — [169, 897, 355, 911]
directory-entry: — Wilh., Tischler, Rönnhaidstr. 67, 22 — [1129, 867, 1349, 881]
directory-entry: — Wwe., J. J., Hornerlandstr. 387, 26 — [489, 1317, 703, 1331]
directory-entry: — Adolf, Wagnerstr. 19, 22, Adr. Brodschrangen 27, 11 — [1129, 1182, 1431, 1211]
directory-entry: — Heinr., Lehrer, Alsterdorferstr. 69a, 20 — [1129, 627, 1370, 641]
directory-entry: — J. B., Landwirthsch., Borstelerchaussee 248, 20 — [489, 1197, 781, 1211]
directory-entry: — F., Kutscher, Eiffestr. 87, 35 — [169, 1437, 346, 1451]
directory-entry: — Wilh., Postschaffn., Wohldorferstr. 56, 22 — [809, 702, 1064, 716]
directory-entry: Gust. Heinr. Hinsch, Mitgl. e. E. K., Export und Import, BCto: H. Fil. d. Dtsch. B., Bst: zw. Pf. 14a u. 14b, T.Adr: Hinschein, I 5983, Heuberg 10, 36, Wohn: Burgstr. 14, 25 — [489, 432, 788, 491]
directory-entry: — Frl., Harvestehuderweg 242, 26 — [809, 897, 1012, 911]
